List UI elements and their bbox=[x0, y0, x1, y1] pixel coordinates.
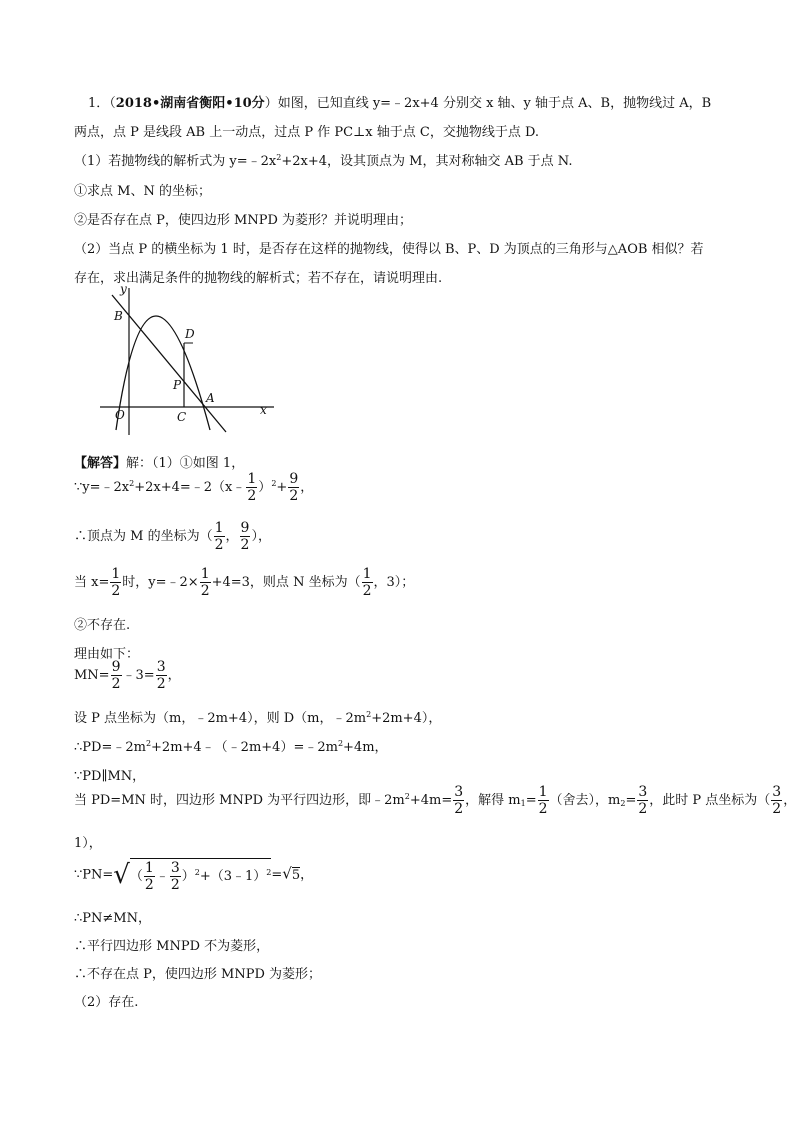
text-part: +4m， bbox=[343, 740, 388, 755]
numerator: 3 bbox=[772, 784, 782, 800]
text-part: ） bbox=[181, 869, 195, 884]
text-part: 当 x= bbox=[74, 575, 110, 590]
subscript: 2 bbox=[620, 799, 626, 808]
exponent: 2 bbox=[194, 868, 200, 877]
label-d: D bbox=[185, 327, 195, 341]
text-part: +4m= bbox=[409, 793, 453, 808]
fraction bbox=[200, 567, 211, 598]
text-part: +2m+4﹣（﹣2m+4）=﹣2m bbox=[151, 740, 338, 755]
text-part: +2x+4，设其顶点为 M，其对称轴交 AB 于点 N. bbox=[281, 154, 573, 169]
solution-line-15: ∴平行四边形 MNPD 不为菱形， bbox=[74, 939, 270, 954]
problem-line-4: ①求点 M、N 的坐标； bbox=[74, 184, 211, 199]
sqrt-symbol: √ bbox=[282, 864, 292, 883]
fraction bbox=[637, 785, 648, 816]
fraction bbox=[170, 861, 181, 892]
problem-text: ）如图，已知直线 y=﹣2x+4 分别交 x 轴、y 轴于点 A、B，抛物线过 A，B bbox=[264, 96, 712, 111]
solution-line-11 bbox=[74, 785, 796, 816]
text-part: ， bbox=[225, 529, 239, 544]
numerator: 1 bbox=[200, 566, 210, 582]
text-part: ∴顶点为 M 的坐标为（ bbox=[74, 529, 213, 544]
text-part: ∵y=﹣2x bbox=[74, 480, 130, 495]
denominator: 2 bbox=[772, 801, 782, 817]
solution-line-12: 1）， bbox=[74, 836, 102, 851]
text-part: ）， bbox=[251, 529, 271, 544]
exponent: 2 bbox=[271, 479, 277, 488]
numerator: 1 bbox=[362, 566, 372, 582]
problem-number: 1．（ bbox=[88, 96, 116, 111]
label-a: A bbox=[206, 391, 215, 405]
fraction bbox=[771, 785, 782, 816]
denominator: 2 bbox=[454, 801, 464, 817]
numerator: 1 bbox=[247, 471, 257, 487]
fraction bbox=[240, 521, 251, 552]
radicand bbox=[130, 858, 272, 892]
text-part: = bbox=[271, 867, 283, 883]
exponent: 2 bbox=[276, 153, 282, 162]
solution-line-4 bbox=[74, 567, 414, 598]
solution-line-9 bbox=[74, 736, 388, 755]
numerator: 3 bbox=[156, 659, 166, 675]
solution-line-3 bbox=[74, 521, 271, 552]
problem-line-1 bbox=[88, 92, 711, 111]
fraction bbox=[246, 472, 257, 503]
denominator: 2 bbox=[111, 676, 121, 692]
text-part: ） bbox=[258, 480, 272, 495]
text-part: +2x+4=﹣2（x﹣ bbox=[134, 480, 246, 495]
label-p: P bbox=[173, 378, 182, 392]
text-part: +4=3，则点 N 坐标为（ bbox=[211, 575, 361, 590]
solution-line-13 bbox=[74, 858, 313, 892]
problem-source: 2018•湖南省衡阳•10分 bbox=[115, 96, 265, 111]
denominator: 2 bbox=[170, 877, 180, 893]
fraction bbox=[111, 660, 122, 691]
fraction bbox=[288, 472, 299, 503]
label-x: x bbox=[260, 403, 267, 417]
exponent: 2 bbox=[129, 479, 135, 488]
text-part: 解：（1）①如图 1， bbox=[126, 456, 245, 471]
text-part: 时，y=﹣2× bbox=[122, 575, 199, 590]
text-part: ， bbox=[300, 480, 314, 495]
text-part: ∵PN= bbox=[74, 867, 114, 883]
problem-line-7: 存在，求出满足条件的抛物线的解析式；若不存在，请说明理由. bbox=[74, 271, 443, 286]
label-y: y bbox=[120, 282, 127, 296]
solution-line-14: ∴PN≠MN， bbox=[74, 911, 151, 926]
label-b: B bbox=[114, 309, 123, 323]
text-part: ， bbox=[300, 867, 314, 883]
fraction bbox=[156, 660, 167, 691]
denominator: 2 bbox=[111, 583, 121, 599]
numerator: 3 bbox=[638, 784, 648, 800]
text-part: + bbox=[276, 480, 288, 495]
solution-line-1 bbox=[74, 452, 244, 471]
text-part: ，3）； bbox=[373, 575, 415, 590]
solution-line-6: 理由如下： bbox=[74, 647, 140, 662]
exponent: 2 bbox=[145, 739, 152, 748]
denominator: 2 bbox=[144, 877, 154, 893]
numerator: 1 bbox=[214, 520, 224, 536]
numerator: 9 bbox=[289, 471, 299, 487]
exponent: 2 bbox=[404, 792, 410, 801]
numerator: 3 bbox=[454, 784, 464, 800]
numerator: 1 bbox=[144, 860, 154, 876]
text-part: 设 P 点坐标为（m，﹣2m+4），则 D（m，﹣2m bbox=[74, 711, 367, 726]
text-part: ，此时 P 点坐标为（ bbox=[649, 793, 771, 808]
solution-line-17: （2）存在. bbox=[74, 995, 139, 1010]
denominator: 2 bbox=[289, 488, 299, 504]
fraction bbox=[144, 861, 155, 892]
numerator: 3 bbox=[170, 860, 180, 876]
text-part: （ bbox=[129, 869, 143, 884]
label-c: C bbox=[177, 410, 187, 424]
denominator: 2 bbox=[247, 488, 257, 504]
fraction bbox=[538, 785, 549, 816]
solution-heading: 【解答】 bbox=[74, 456, 127, 471]
problem-line-3 bbox=[74, 150, 572, 169]
solution-line-2 bbox=[74, 472, 313, 503]
solution-line-5: ②不存在. bbox=[74, 618, 131, 633]
text-part: ， bbox=[783, 793, 796, 808]
fraction bbox=[110, 567, 121, 598]
denominator: 2 bbox=[538, 801, 548, 817]
text-part: = bbox=[625, 793, 637, 808]
fraction bbox=[453, 785, 464, 816]
parabola-figure bbox=[92, 280, 282, 440]
text-part: ﹣3= bbox=[122, 668, 155, 683]
text-part: （1）若抛物线的解析式为 y=﹣2x bbox=[74, 154, 277, 169]
text-part: = bbox=[525, 793, 537, 808]
text-part: MN= bbox=[74, 668, 110, 683]
numerator: 9 bbox=[240, 520, 250, 536]
label-o: O bbox=[115, 408, 125, 422]
parabola-curve bbox=[116, 316, 210, 430]
denominator: 2 bbox=[362, 583, 372, 599]
text-part: ﹣ bbox=[155, 869, 169, 884]
problem-line-5: ②是否存在点 P，使四边形 MNPD 为菱形？并说明理由； bbox=[74, 213, 413, 228]
denominator: 2 bbox=[638, 801, 648, 817]
radical-sign: √ bbox=[113, 860, 130, 890]
text-part: ，解得 m bbox=[465, 793, 521, 808]
text-part: （舍去），m bbox=[549, 793, 621, 808]
denominator: 2 bbox=[214, 537, 224, 553]
fraction bbox=[214, 521, 225, 552]
text-part: 当 PD=MN 时，四边形 MNPD 为平行四边形，即﹣2m bbox=[74, 793, 405, 808]
fraction bbox=[362, 567, 373, 598]
sqrt-value: 5 bbox=[291, 867, 301, 883]
exponent: 2 bbox=[366, 710, 372, 719]
numerator: 9 bbox=[111, 659, 121, 675]
subscript: 1 bbox=[520, 799, 526, 808]
denominator: 2 bbox=[156, 676, 166, 692]
text-part: +（3﹣1） bbox=[199, 869, 267, 884]
solution-line-16: ∴不存在点 P，使四边形 MNPD 为菱形； bbox=[74, 967, 322, 982]
text-part: ， bbox=[167, 668, 181, 683]
denominator: 2 bbox=[200, 583, 210, 599]
problem-line-2: 两点，点 P 是线段 AB 上一动点，过点 P 作 PC⊥x 轴于点 C，交抛物线于点 D. bbox=[74, 125, 540, 140]
text-part: ∴PD=﹣2m bbox=[74, 740, 146, 755]
exponent: 2 bbox=[266, 868, 272, 877]
solution-line-7 bbox=[74, 660, 181, 691]
solution-line-8 bbox=[74, 707, 441, 726]
exponent: 2 bbox=[337, 739, 344, 748]
solution-line-10: ∵PD∥MN， bbox=[74, 769, 146, 784]
problem-line-6: （2）当点 P 的横坐标为 1 时，是否存在这样的抛物线，使得以 B、P、D 为顶点的三角形与△AOB 相似？若 bbox=[74, 242, 704, 257]
numerator: 1 bbox=[538, 784, 548, 800]
numerator: 1 bbox=[111, 566, 121, 582]
denominator: 2 bbox=[240, 537, 250, 553]
text-part: +2m+4）， bbox=[371, 711, 442, 726]
